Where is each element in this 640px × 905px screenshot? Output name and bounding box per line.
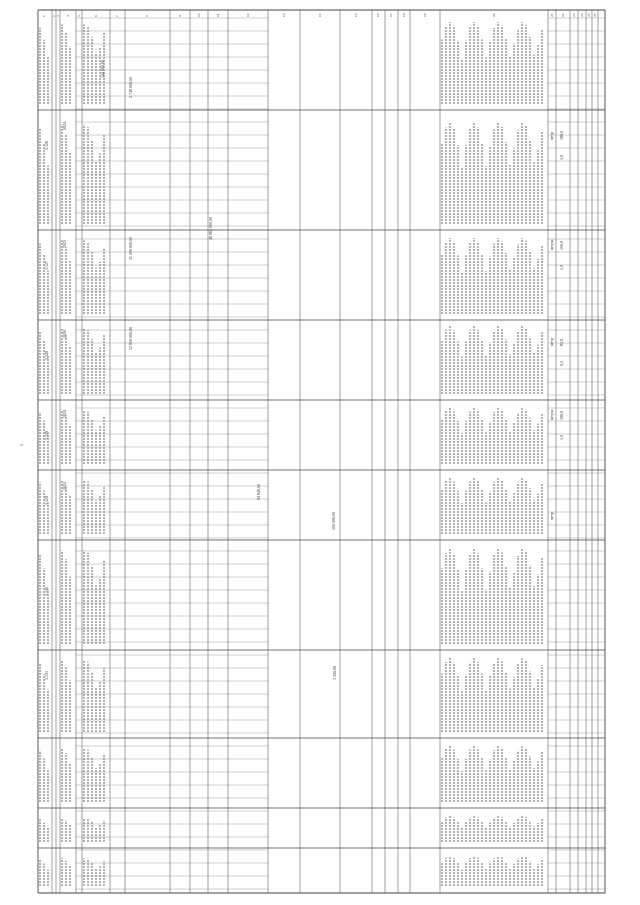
unit-label: штука [549, 239, 554, 250]
column-number: 19 [423, 13, 427, 17]
column-number: 3 [56, 15, 60, 17]
page-mark: 2 [19, 444, 24, 446]
indicator-value: 0,5 [559, 361, 564, 366]
indicator-value: 1,0 [559, 265, 564, 270]
column-number: 9 [178, 15, 182, 17]
column-number: 14 [318, 13, 322, 17]
indicator-value: 1,0 [559, 155, 564, 160]
year-mark: 2026 [62, 330, 67, 338]
column-number: 7 [115, 15, 119, 17]
column-number: 11 [216, 13, 220, 17]
row-number: 3.131 [44, 671, 49, 680]
indicator-value: 82,9 [559, 339, 564, 346]
column-number: 15 [354, 13, 358, 17]
indicator-value: 180,0 [559, 131, 564, 140]
column-number: 5 [77, 15, 81, 17]
indicator-value: 190,0 [559, 411, 564, 420]
year-mark: 2024 [62, 410, 67, 418]
column-number: 13 [282, 13, 286, 17]
column-number: 8 [145, 15, 149, 17]
column-number: 22 [561, 13, 565, 17]
column-number: 21 [550, 13, 554, 17]
column-number: 1 [42, 15, 46, 17]
column-number: 18 [402, 13, 406, 17]
row-number: 3.129 [44, 496, 49, 505]
unit-label: метр [549, 511, 554, 520]
unit-label: штука [549, 409, 554, 420]
column-number: 26 [593, 13, 597, 17]
year-mark: 2025 [62, 240, 67, 248]
amount-value: 500 000,00 [331, 512, 336, 530]
amount-value: 3 100,00 [332, 666, 337, 680]
column-number: 6 [94, 15, 98, 17]
column-number: 12 [246, 13, 250, 17]
amount-value: 48 965 000,00 [208, 217, 213, 240]
amount-value: 2 748 000,00 [128, 77, 133, 98]
row-number: 3.130 [44, 587, 49, 596]
year-mark: 2025 [62, 482, 67, 490]
row-number: 3.128 [44, 351, 49, 360]
row-number: 3.126 [44, 141, 49, 150]
amount-value: 11 209 000,00 [128, 237, 133, 260]
year-mark: 2024 [62, 122, 67, 130]
column-number: 10 [197, 13, 201, 17]
indicator-value: 100,0 [559, 241, 564, 250]
column-number: 17 [389, 13, 393, 17]
row-number: 3.129 [44, 431, 49, 440]
amount-value: 144 000,00 [100, 60, 105, 78]
unit-label: метр [549, 337, 554, 346]
column-number: 4 [66, 15, 70, 17]
column-number: 25 [587, 13, 591, 17]
column-number: 2 [52, 15, 56, 17]
amount-value: 52 850 000,00 [128, 327, 133, 350]
amount-value: 94 640,00 [256, 484, 261, 500]
column-number: 20 [492, 13, 496, 17]
indicator-value: 1,0 [559, 435, 564, 440]
column-number: 24 [580, 13, 584, 17]
column-number: 16 [376, 13, 380, 17]
row-number: 3.127 [44, 261, 49, 270]
unit-label: метр [549, 131, 554, 140]
column-number: 23 [572, 13, 576, 17]
